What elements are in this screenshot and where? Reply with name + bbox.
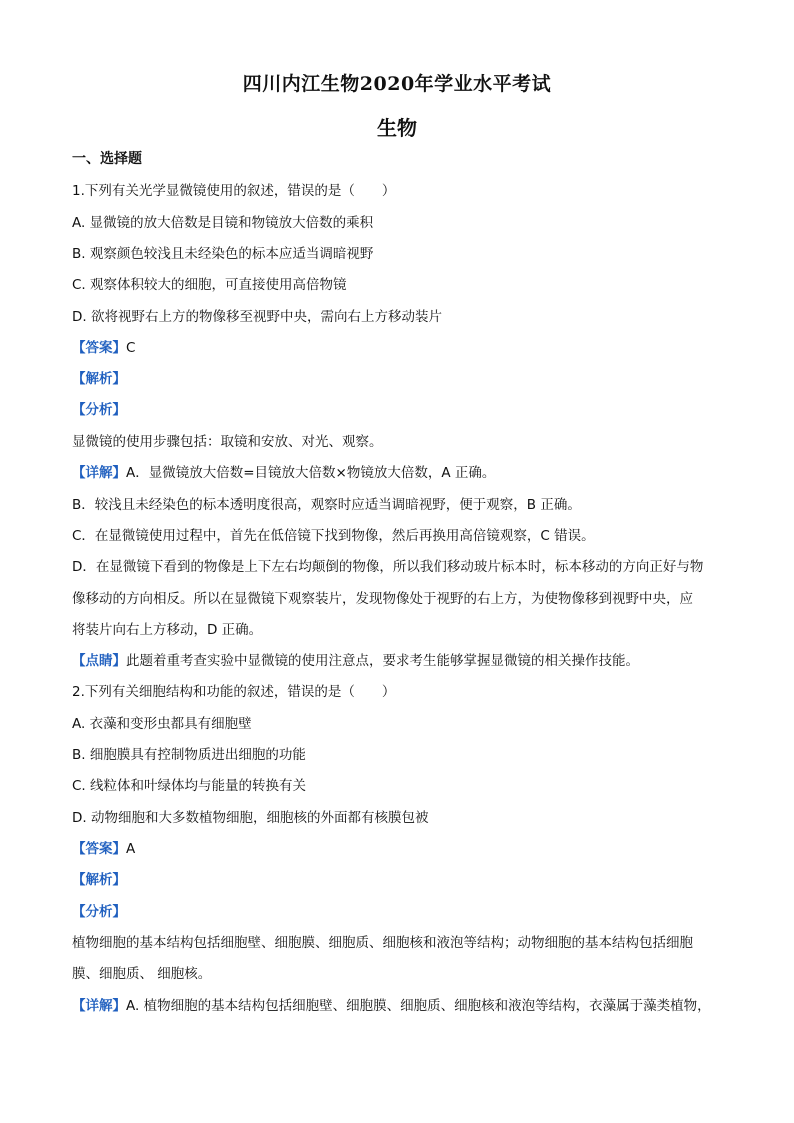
section-heading: 一、选择题	[72, 151, 142, 167]
question-2-answer	[72, 840, 722, 858]
comment-text: 此题着重考查实验中显微镜的使用注意点，要求考生能够掌握显微镜的相关操作技能。	[126, 653, 639, 669]
detail-tag: 【详解】	[72, 998, 126, 1014]
question-2-option-d: D. 动物细胞和大多数植物细胞，细胞核的外面都有核膜包被	[72, 810, 429, 826]
question-1-detail-line: C．在显微镜使用过程中，首先在低倍镜下找到物像，然后再换用高倍镜观察，C 错误。	[72, 528, 595, 544]
detail-tag: 【详解】	[72, 465, 126, 481]
fenxi-tag: 【分析】	[72, 904, 126, 920]
question-1-detail-line: D．在显微镜下看到的物像是上下左右均颠倒的物像，所以我们移动玻片标本时，标本移动的方向正好与物	[72, 559, 704, 575]
page-subtitle: 生物	[377, 116, 417, 140]
page-title: 四川内江生物2020年学业水平考试	[242, 73, 552, 95]
question-1-answer	[72, 339, 722, 357]
question-1-detail-line	[72, 464, 722, 482]
question-1-detail-line: 将装片向右上方移动，D 正确。	[72, 622, 263, 638]
answer-value: A	[126, 841, 136, 857]
answer-tag: 【答案】	[72, 340, 126, 356]
answer-value: C	[126, 340, 136, 356]
question-2-detail-line	[72, 997, 722, 1015]
fenxi-tag: 【分析】	[72, 402, 126, 418]
jiexi-tag: 【解析】	[72, 371, 126, 387]
question-1-fenxi-text: 显微镜的使用步骤包括：取镜和安放、对光、观察。	[72, 434, 383, 450]
detail-text: A. 植物细胞的基本结构包括细胞壁、细胞膜、细胞质、细胞核和液泡等结构，衣藻属于藻类植物，	[126, 998, 711, 1014]
comment-tag: 【点睛】	[72, 653, 126, 669]
question-2-fenxi-label	[72, 903, 722, 921]
question-1-detail-line: B．较浅且未经染色的标本透明度很高，观察时应适当调暗视野，便于观察，B 正确。	[72, 497, 581, 513]
answer-tag: 【答案】	[72, 841, 126, 857]
question-2-stem: 2.下列有关细胞结构和功能的叙述，错误的是（ ）	[72, 684, 396, 700]
detail-text: A．显微镜放大倍数=目镜放大倍数×物镜放大倍数，A 正确。	[126, 465, 496, 481]
question-2-fenxi-line: 膜、细胞质、 细胞核。	[72, 966, 212, 982]
question-1-option-c: C. 观察体积较大的细胞，可直接使用高倍物镜	[72, 277, 347, 293]
question-2-fenxi-line: 植物细胞的基本结构包括细胞壁、细胞膜、细胞质、细胞核和液泡等结构；动物细胞的基本结构包括细胞	[72, 935, 693, 951]
question-1-stem: 1.下列有关光学显微镜使用的叙述，错误的是（ ）	[72, 183, 396, 199]
question-1-detail-line: 像移动的方向相反。所以在显微镜下观察装片，发现物像处于视野的右上方，为使物像移到视野中央，应	[72, 591, 693, 607]
question-2-option-a: A. 衣藻和变形虫都具有细胞壁	[72, 716, 252, 732]
jiexi-tag: 【解析】	[72, 872, 126, 888]
question-1-jiexi	[72, 370, 722, 388]
question-2-jiexi	[72, 871, 722, 889]
question-2-option-c: C. 线粒体和叶绿体均与能量的转换有关	[72, 778, 307, 794]
question-1-option-b: B. 观察颜色较浅且未经染色的标本应适当调暗视野	[72, 246, 374, 262]
question-1-fenxi-label	[72, 401, 722, 419]
question-2-option-b: B. 细胞膜具有控制物质进出细胞的功能	[72, 747, 306, 763]
question-1-option-d: D. 欲将视野右上方的物像移至视野中央，需向右上方移动装片	[72, 309, 442, 325]
question-1-comment	[72, 652, 722, 670]
question-1-option-a: A. 显微镜的放大倍数是目镜和物镜放大倍数的乘积	[72, 215, 374, 231]
